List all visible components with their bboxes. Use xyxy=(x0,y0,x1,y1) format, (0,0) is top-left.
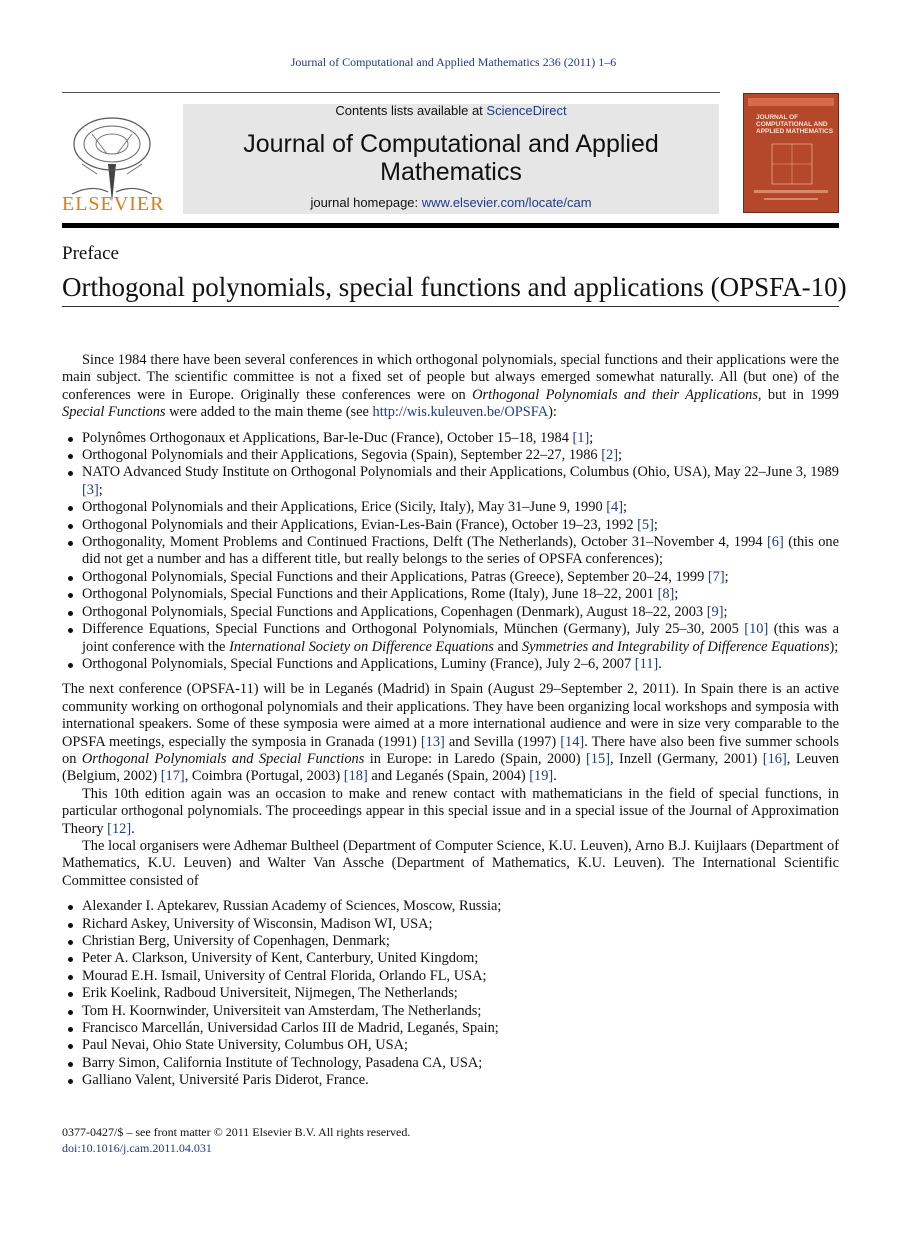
next-conference-paragraph xyxy=(62,681,839,785)
conference-text: NATO Advanced Study Institute on Orthogonal Polynomials and their Applications, Columbus (Ohio, USA), May 22–June 3, 1989 xyxy=(82,464,839,481)
header-thick-rule xyxy=(62,223,839,228)
conference-end: ; xyxy=(589,429,594,446)
citation-link[interactable]: [5] xyxy=(637,516,654,533)
list-item xyxy=(62,656,839,673)
np-text: The next conference (OPSFA-11) will be in Leganés (Madrid) in Spain (August 29–September 2, 2011). In Spain there is an active community working on orthogonal polynomials and their applications. They have been organizing local workshops and symposia with international speakers. Some of these symposia were aimed at a more international audience and were in size very comparable to the OPSFA meetings, especially the symposia in Granada (1991) xyxy=(62,681,839,750)
tenth-edition-paragraph xyxy=(62,786,839,838)
np-text: in Europe: in Laredo (Spain, 2000) xyxy=(364,750,587,767)
list-item xyxy=(62,430,839,447)
intro-emphasis-2: Special Functions xyxy=(62,404,166,421)
conference-text: Orthogonal Polynomials, Special Functions and Applications, Luminy (France), July 2–6, 2007 xyxy=(82,655,635,672)
citation-link[interactable]: [15] xyxy=(586,750,610,767)
citation-link[interactable]: [12] xyxy=(107,820,132,837)
list-item xyxy=(62,534,839,569)
munchen-emphasis-1: International Society on Difference Equations xyxy=(229,638,494,655)
citation-link[interactable]: [17] xyxy=(160,768,185,785)
conference-end: ; xyxy=(617,447,622,464)
title-rule xyxy=(62,306,839,307)
list-item: Mourad E.H. Ismail, University of Central Florida, Orlando FL, USA; xyxy=(62,968,839,985)
intro-text-2: , but in 1999 xyxy=(757,386,839,403)
list-item xyxy=(62,464,839,499)
intro-emphasis-1: Orthogonal Polynomials and their Applications xyxy=(472,386,758,403)
munchen-text-1: Difference Equations, Special Functions and Orthogonal Polynomials, München (Germany), July 25–30, 2005 xyxy=(82,621,745,638)
np-text: , Coimbra (Portugal, 2003) xyxy=(184,768,344,785)
running-head: Journal of Computational and Applied Mathematics 236 (2011) 1–6 xyxy=(290,55,617,69)
munchen-text-2: (this was a joint conference with the xyxy=(82,621,839,655)
intro-paragraph xyxy=(62,352,839,422)
list-item xyxy=(62,517,839,534)
citation-link[interactable]: [7] xyxy=(707,568,725,585)
article-title: Orthogonal polynomials, special functions and applications (OPSFA-10) xyxy=(62,272,847,302)
tenth-text-1: This 10th edition again was an occasion to make and renew contact with mathematicians in the field of special functions, in particular orthogonal polynomials. The proceedings appear in this special issue and in a special issue of the Journal of Approximation Theory xyxy=(62,785,839,837)
list-item xyxy=(62,569,839,586)
list-item: Richard Askey, University of Wisconsin, Madison WI, USA; xyxy=(62,916,839,933)
header-top-rule xyxy=(62,92,720,93)
organisers-paragraph: The local organisers were Adhemar Bultheel (Department of Computer Science, K.U. Leuven), Arno B.J. Kuijlaars (Department of Mathematics, K.U. Leuven) and Walter Van Assche (Department of Mathematics, K.U. Leuven). The International Scientific Committee consisted of xyxy=(62,837,839,889)
citation-link[interactable]: [8] xyxy=(657,586,675,603)
list-item: Erik Koelink, Radboud Universiteit, Nijmegen, The Netherlands; xyxy=(62,985,839,1002)
citation-link[interactable]: [3] xyxy=(82,481,99,498)
np-text: and Leganés (Spain, 2004) xyxy=(367,768,530,785)
citation-link[interactable]: [11] xyxy=(634,655,659,672)
cover-title: JOURNAL OF COMPUTATIONAL AND APPLIED MATHEMATICS xyxy=(756,114,834,135)
conference-end: ; xyxy=(653,516,658,533)
citation-link[interactable]: [6] xyxy=(766,534,784,551)
list-item xyxy=(62,499,839,516)
conference-text: Orthogonal Polynomials and their Applications, Segovia (Spain), September 22–27, 1986 xyxy=(82,447,602,464)
citation-link[interactable]: [9] xyxy=(706,603,724,620)
conference-text: Orthogonal Polynomials, Special Functions and their Applications, Rome (Italy), June 18–22, 2001 xyxy=(82,586,658,603)
citation-link[interactable]: [14] xyxy=(560,733,585,750)
conference-text: Orthogonality, Moment Problems and Continued Fractions, Delft (The Netherlands), October 31–November 4, 1994 xyxy=(82,534,767,551)
list-item: Galliano Valent, Université Paris Diderot, France. xyxy=(62,1072,839,1089)
np-text: , Leuven (Belgium, 2002) xyxy=(62,750,839,785)
citation-link[interactable]: [2] xyxy=(601,447,618,464)
sciencedirect-link[interactable]: ScienceDirect xyxy=(486,103,567,118)
intro-text-4: ): xyxy=(548,404,557,421)
conference-end: ; xyxy=(723,603,728,620)
conference-end: ; xyxy=(98,481,103,498)
list-item: Peter A. Clarkson, University of Kent, Canterbury, United Kingdom; xyxy=(62,950,839,967)
list-item: Christian Berg, University of Copenhagen, Denmark; xyxy=(62,933,839,950)
list-item: Tom H. Koornwinder, Universiteit van Amsterdam, The Netherlands; xyxy=(62,1003,839,1020)
journal-cover-thumbnail xyxy=(743,93,839,213)
citation-link[interactable]: [1] xyxy=(572,429,590,446)
homepage-link[interactable]: www.elsevier.com/locate/cam xyxy=(421,195,592,210)
intro-text-3: were added to the main theme (see xyxy=(165,404,373,421)
np-text: . There have also been five summer schools on xyxy=(62,733,839,767)
citation-link[interactable]: [16] xyxy=(762,750,787,767)
list-item: Paul Nevai, Ohio State University, Columbus OH, USA; xyxy=(62,1037,839,1054)
journal-title xyxy=(183,130,719,186)
journal-title-line1: Journal of Computational and Applied xyxy=(243,130,659,158)
footer xyxy=(62,1124,410,1156)
committee-list xyxy=(62,898,839,1089)
list-item xyxy=(62,586,839,603)
conference-end: (this one did not get a number and has a different title, but really belongs to the series of OPSFA conferences); xyxy=(82,534,839,568)
section-label: Preface xyxy=(62,243,119,264)
list-item: Barry Simon, California Institute of Technology, Pasadena CA, USA; xyxy=(62,1055,839,1072)
conference-end: . xyxy=(658,655,662,672)
citation-link[interactable]: [18] xyxy=(343,768,368,785)
conference-end: ; xyxy=(674,586,679,603)
list-item: Francisco Marcellán, Universidad Carlos III de Madrid, Leganés, Spain; xyxy=(62,1020,839,1037)
np-text: . xyxy=(553,768,557,785)
copyright-line: 0377-0427/$ – see front matter © 2011 Elsevier B.V. All rights reserved. xyxy=(62,1125,411,1139)
list-item xyxy=(62,604,839,621)
journal-homepage xyxy=(183,195,719,210)
conference-text: Orthogonal Polynomials, Special Functions and their Applications, Patras (Greece), September 20–24, 1999 xyxy=(82,568,708,585)
munchen-text-3: and xyxy=(493,638,522,655)
conference-end: ; xyxy=(724,568,729,585)
homepage-prefix: journal homepage: xyxy=(310,195,422,210)
citation-link[interactable]: [10] xyxy=(744,621,769,638)
tenth-text-2: . xyxy=(131,820,135,837)
cover-graphic xyxy=(744,94,838,212)
munchen-emphasis-2: Symmetries and Integrability of Difference Equations xyxy=(521,638,830,655)
conference-text: Orthogonal Polynomials and their Applications, Erice (Sicily, Italy), May 31–June 9, 1990 xyxy=(82,499,607,516)
citation-link[interactable]: [4] xyxy=(606,499,624,516)
citation-link[interactable]: [19] xyxy=(529,768,554,785)
contents-line xyxy=(183,103,719,118)
np-text: and Sevilla (1997) xyxy=(444,733,561,750)
conference-list xyxy=(62,430,839,674)
list-item xyxy=(62,447,839,464)
conference-text: Polynômes Orthogonaux et Applications, Bar-le-Duc (France), October 15–18, 1984 xyxy=(82,429,573,446)
conference-end: ; xyxy=(623,499,628,516)
elsevier-wordmark: ELSEVIER xyxy=(62,193,165,215)
np-emphasis: Orthogonal Polynomials and Special Functions xyxy=(81,750,365,767)
opsfa-website-link[interactable]: http://wis.kuleuven.be/OPSFA xyxy=(372,404,549,421)
citation-link[interactable]: [13] xyxy=(420,733,445,750)
munchen-text-4: ); xyxy=(829,638,839,655)
journal-title-line2: Mathematics xyxy=(380,158,522,186)
list-item: Alexander I. Aptekarev, Russian Academy of Sciences, Moscow, Russia; xyxy=(62,898,839,915)
doi-link[interactable]: doi:10.1016/j.cam.2011.04.031 xyxy=(62,1141,212,1155)
intro-text-1: Since 1984 there have been several conferences in which orthogonal polynomials, special functions and their applications were the main subject. The scientific committee is not a fixed set of people but always emerged somewhat naturally. All (but one) of the conferences were in Europe. Originally these conferences were on xyxy=(62,352,839,403)
conference-text: Orthogonal Polynomials and their Applications, Evian-Les-Bain (France), October 19–23, 1992 xyxy=(82,516,638,533)
list-item xyxy=(62,621,839,656)
article-body xyxy=(62,352,839,1098)
conference-text: Orthogonal Polynomials, Special Functions and Applications, Copenhagen (Denmark), August 18–22, 2003 xyxy=(82,603,707,620)
np-text: , Inzell (Germany, 2001) xyxy=(610,750,763,767)
contents-prefix: Contents lists available at xyxy=(335,103,487,118)
